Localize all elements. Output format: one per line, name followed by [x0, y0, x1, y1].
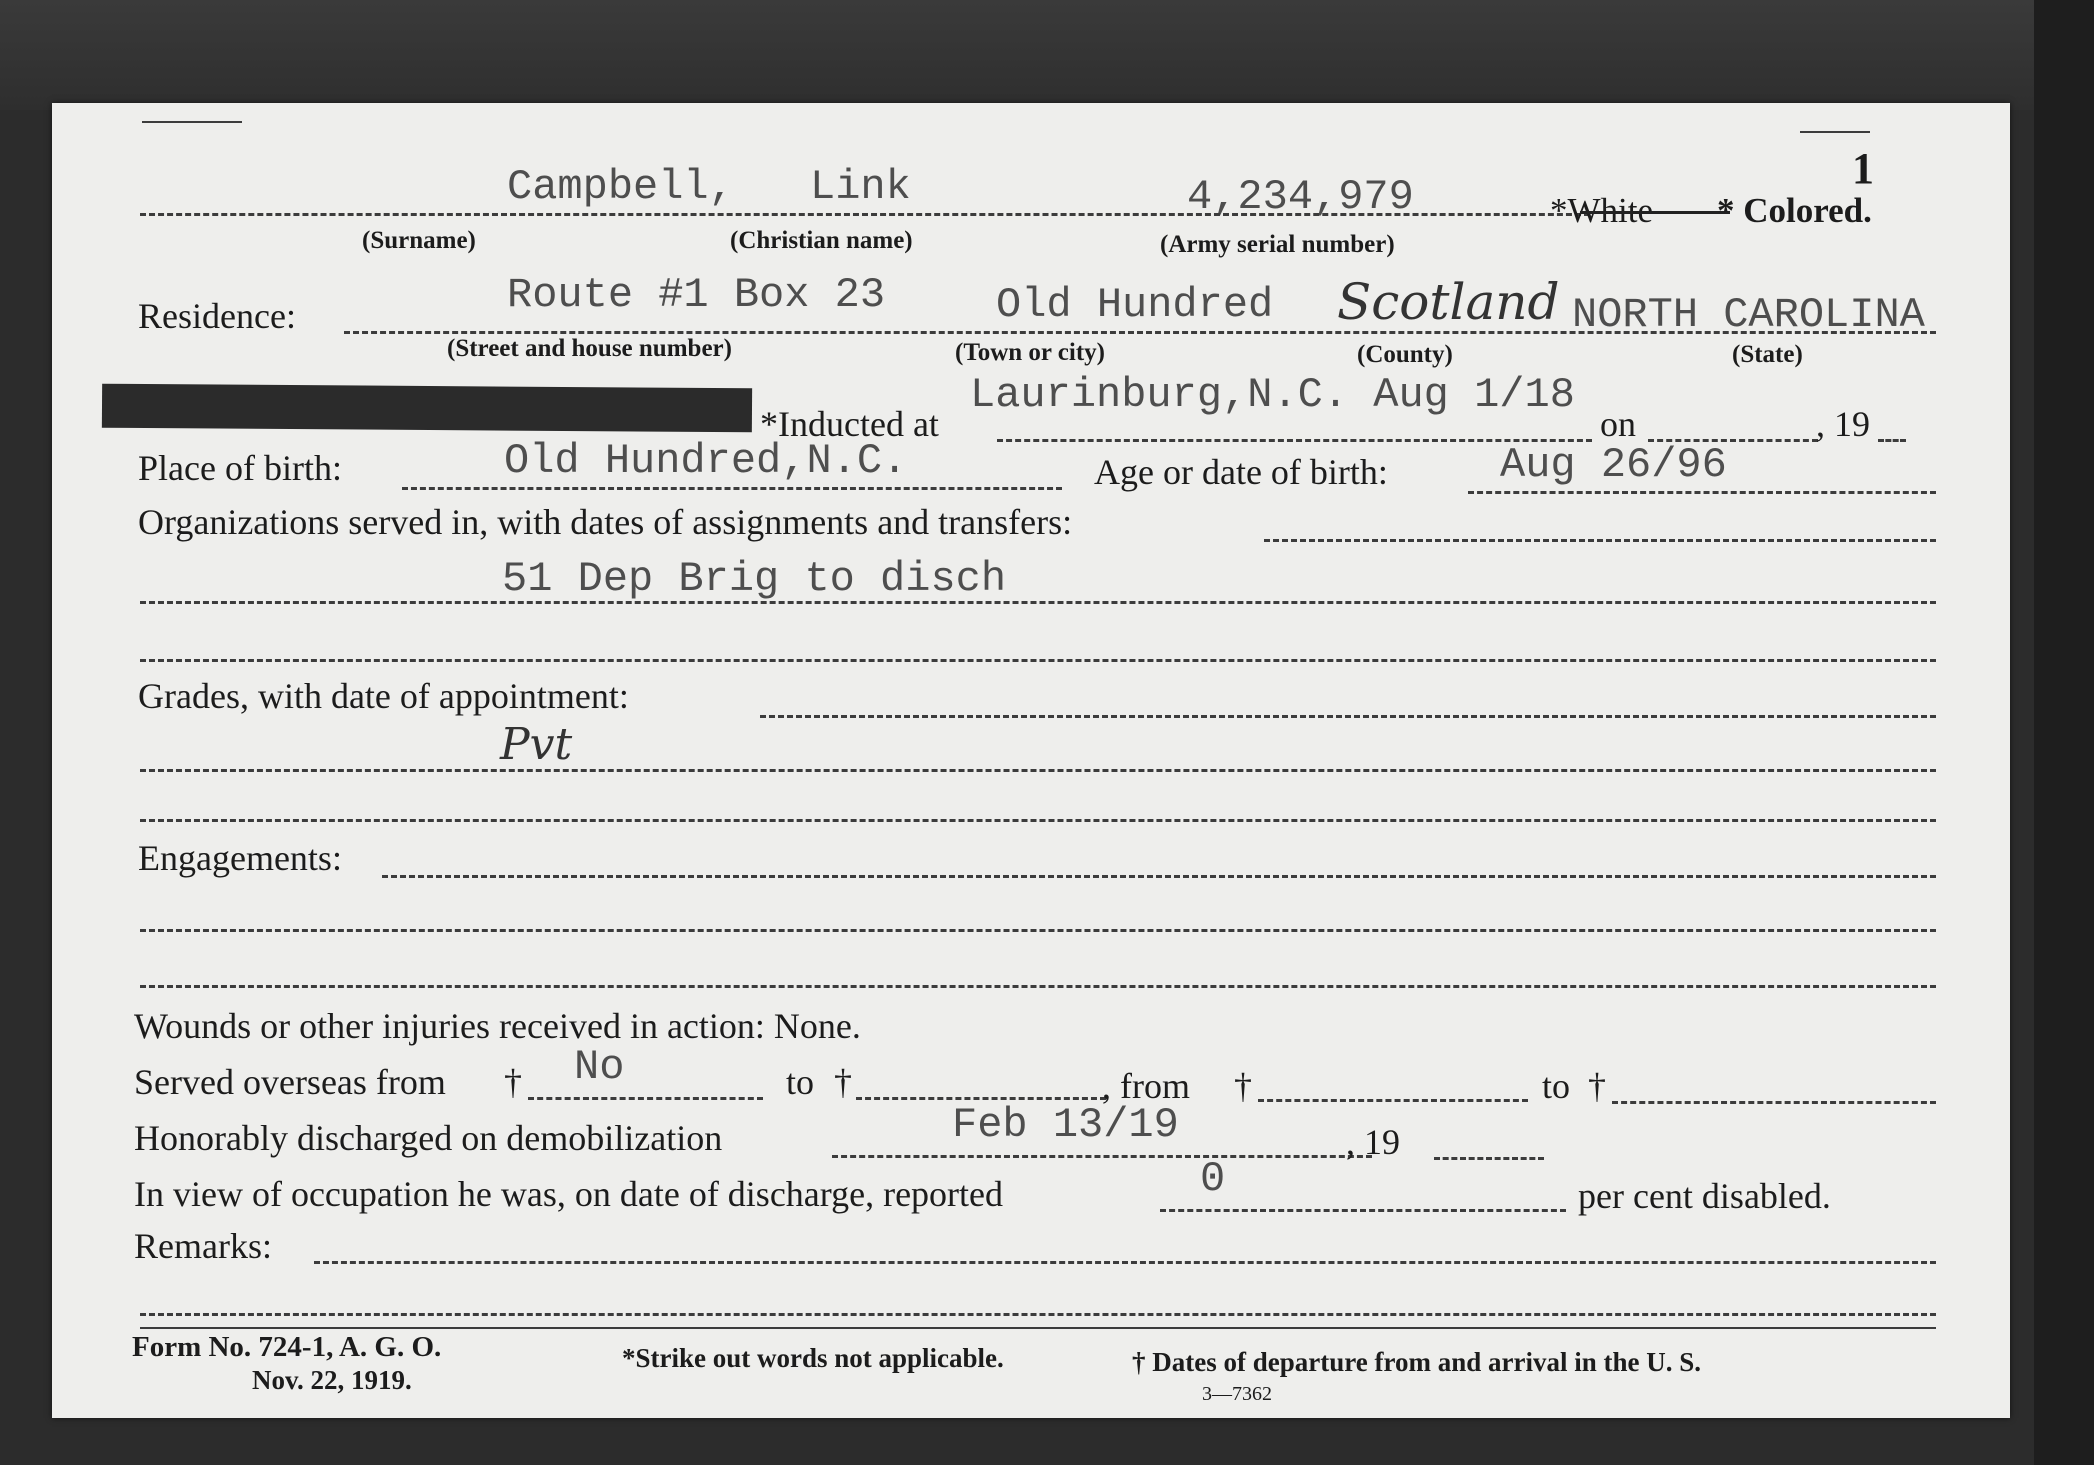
disability-value: 0: [1200, 1155, 1226, 1203]
place-of-birth-line: [402, 487, 1062, 490]
remarks-label: Remarks:: [134, 1226, 272, 1266]
serial-number-caption: (Army serial number): [1160, 231, 1395, 258]
grades-label: Grades, with date of appointment:: [138, 676, 629, 716]
residence-town-value: Old Hundred: [996, 281, 1274, 329]
engagements-label: Engagements:: [138, 838, 342, 878]
redaction-bar: [102, 384, 752, 433]
service-record-card: [52, 103, 2010, 1418]
overseas-value: No: [574, 1043, 625, 1091]
town-caption: (Town or city): [955, 339, 1105, 366]
strikeout-mark: [1580, 211, 1730, 214]
induction-year-line: [1878, 439, 1906, 442]
discharge-year-label: , 19: [1346, 1122, 1400, 1162]
footer-rule: [140, 1327, 1936, 1329]
disability-line: [1160, 1209, 1566, 1212]
discharge-line: [832, 1155, 1372, 1158]
organizations-label: Organizations served in, with dates of assignments and transfers:: [138, 502, 1073, 542]
discharge-date-value: Feb 13/19: [952, 1101, 1179, 1149]
christian-name-value: Link: [810, 163, 911, 211]
wounds-text: Wounds or other injuries received in action: None.: [134, 1006, 861, 1046]
engagements-line: [382, 875, 1936, 878]
organizations-line: [140, 601, 1936, 604]
residence-state-value: NORTH CAROLINA: [1572, 291, 1925, 339]
serial-number-value: 4,234,979: [1187, 173, 1414, 221]
county-caption: (County): [1357, 341, 1453, 368]
print-code: 3—7362: [1202, 1383, 1272, 1405]
engagements-line: [140, 985, 1936, 988]
state-caption: (State): [1732, 341, 1803, 368]
surname-value: Campbell,: [507, 163, 734, 211]
overseas-label: Served overseas from: [134, 1062, 446, 1102]
on-label: on: [1600, 404, 1636, 444]
card-number: 1: [1852, 144, 1874, 193]
corner-mark: [1800, 131, 1870, 133]
birth-date-label: Age or date of birth:: [1094, 452, 1388, 492]
dagger-mark: †: [1234, 1066, 1252, 1106]
residence-line: [344, 331, 1936, 334]
overseas-to-label: to: [786, 1062, 815, 1102]
residence-county-value: Scotland: [1337, 273, 1560, 331]
overseas-line: [528, 1097, 763, 1100]
dagger-mark: †: [504, 1062, 522, 1102]
form-number: Form No. 724-1, A. G. O.: [132, 1331, 442, 1363]
race-colored-label: * Colored.: [1717, 191, 1872, 230]
place-of-birth-label: Place of birth:: [138, 448, 342, 488]
overseas-line: [1258, 1099, 1528, 1102]
grades-line: [140, 819, 1936, 822]
remarks-line: [314, 1261, 1936, 1264]
overseas-line: [1612, 1101, 1936, 1104]
backdrop-edge: [2034, 0, 2094, 1465]
remarks-line: [140, 1313, 1936, 1316]
dagger-note: † Dates of departure from and arrival in the U. S.: [1132, 1347, 1701, 1377]
place-of-birth-value: Old Hundred,N.C.: [504, 437, 908, 485]
residence-street-value: Route #1 Box 23: [507, 271, 886, 319]
induction-year-label: , 19: [1816, 404, 1870, 444]
strike-out-note: *Strike out words not applicable.: [622, 1343, 1004, 1373]
engagements-line: [140, 929, 1936, 932]
discharge-label: Honorably discharged on demobilization: [134, 1118, 723, 1158]
grades-line: [760, 715, 1936, 718]
organizations-line: [140, 659, 1936, 662]
name-line: [140, 213, 1590, 216]
disability-suffix: per cent disabled.: [1578, 1176, 1831, 1216]
organizations-line: [1264, 539, 1936, 542]
form-date: Nov. 22, 1919.: [252, 1365, 412, 1395]
organizations-value: 51 Dep Brig to disch: [502, 555, 1007, 603]
dagger-mark: †: [834, 1062, 852, 1102]
grades-value: Pvt: [500, 719, 573, 770]
corner-mark: [142, 121, 242, 123]
overseas-line: [856, 1097, 1106, 1100]
disability-label: In view of occupation he was, on date of discharge, reported: [134, 1174, 1004, 1214]
overseas-from-label: , from: [1102, 1066, 1190, 1106]
overseas-to-label: to: [1542, 1066, 1571, 1106]
inducted-at-label: *Inducted at: [760, 404, 939, 444]
street-caption: (Street and house number): [447, 335, 732, 362]
dagger-mark: †: [1588, 1066, 1606, 1106]
surname-caption: (Surname): [362, 227, 476, 254]
christian-name-caption: (Christian name): [730, 227, 913, 254]
birth-date-line: [1468, 491, 1936, 494]
residence-label: Residence:: [138, 296, 296, 336]
discharge-year-line: [1434, 1157, 1544, 1160]
inducted-at-value: Laurinburg,N.C. Aug 1/18: [970, 371, 1575, 419]
birth-date-value: Aug 26/96: [1500, 441, 1727, 489]
backdrop: [0, 0, 2094, 110]
grades-line: [140, 769, 1936, 772]
race-white-label: *White: [1550, 191, 1654, 230]
